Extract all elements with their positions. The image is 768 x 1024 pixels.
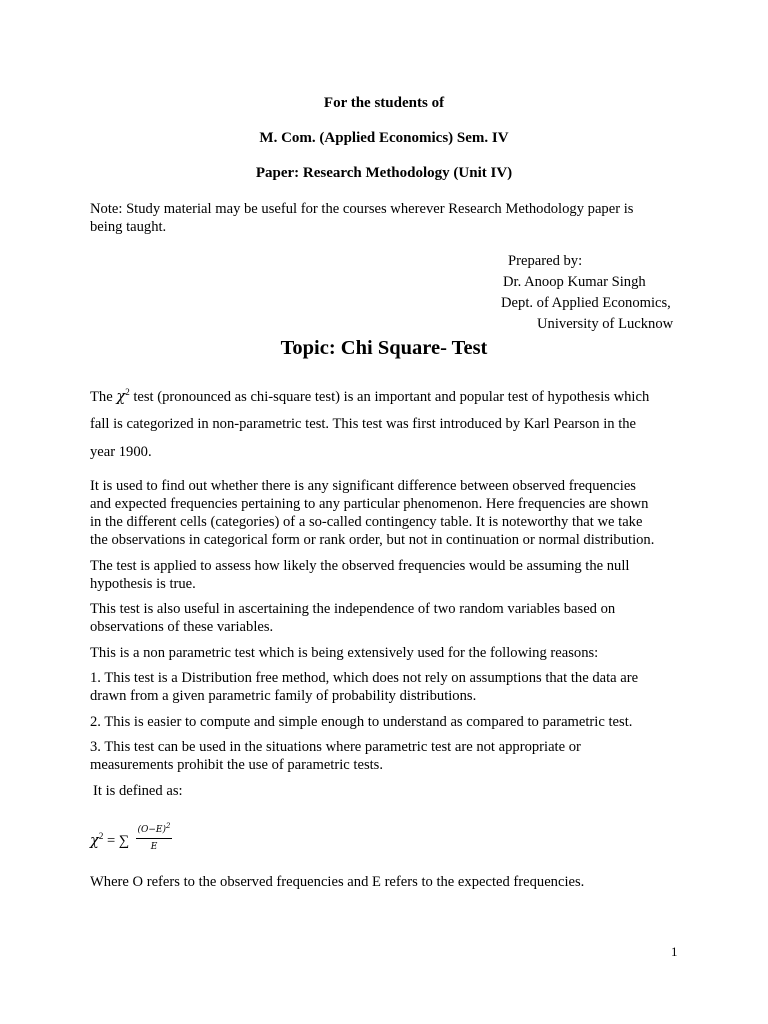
independence-paragraph — [90, 600, 690, 636]
note-line: being taught. — [90, 219, 167, 235]
paragraph-line: The test is applied to assess how likely the observed frequencies would be assuming the null — [90, 558, 630, 574]
paragraph-line: This test is also useful in ascertaining the independence of two random variables based on — [90, 601, 616, 617]
intro-line: fall is categorized in non-parametric test. This test was first introduced by Karl Pearson in the — [90, 416, 637, 433]
formula-denominator: E — [150, 842, 158, 852]
paragraph-line: hypothesis is true. — [90, 576, 196, 592]
intro-prefix: The — [90, 388, 117, 405]
reason-line: 2. This is easier to compute and simple enough to understand as compared to parametric test. — [90, 714, 633, 730]
null-hypothesis-paragraph — [90, 557, 690, 593]
header-audience: For the students of — [323, 95, 445, 111]
formula-chi-symbol: χ — [90, 831, 99, 849]
chi-symbol: χ — [116, 387, 126, 405]
header-course: M. Com. (Applied Economics) Sem. IV — [259, 130, 509, 146]
reason-line: 1. This test is a Distribution free method, which does not rely on assumptions that the data are — [90, 670, 639, 686]
note-paragraph — [90, 200, 690, 236]
reason-2 — [90, 713, 690, 731]
purpose-line: It is used to find out whether there is any significant difference between observed frequencies — [90, 478, 636, 494]
formula-explanation — [90, 873, 690, 891]
numerator-superscript: 2 — [166, 822, 171, 830]
reason-line: 3. This test can be used in the situations where parametric test are not appropriate or — [90, 739, 581, 755]
reason-3 — [90, 738, 690, 774]
reason-line: measurements prohibit the use of parametric tests. — [90, 757, 384, 773]
reasons-intro — [90, 644, 690, 662]
formula-numerator — [134, 820, 174, 838]
author-department: Dept. of Applied Economics, — [501, 295, 671, 311]
paragraph-line: observations of these variables. — [90, 619, 274, 635]
header-paper: Paper: Research Methodology (Unit IV) — [255, 165, 513, 181]
page-number: 1 — [671, 944, 678, 959]
purpose-paragraph — [90, 477, 690, 549]
chi-superscript: 2 — [125, 387, 130, 397]
numerator-text: (O−E) — [137, 825, 167, 835]
purpose-line: in the different cells (categories) of a so-called contingency table. It is noteworthy that we take — [90, 514, 643, 530]
prepared-by-label: Prepared by: — [508, 253, 583, 269]
definition-label — [93, 782, 693, 800]
intro-line — [90, 379, 690, 411]
purpose-line: and expected frequencies pertaining to any particular phenomenon. Here frequencies are shown — [90, 496, 649, 512]
paragraph-line: Where O refers to the observed frequencies and E refers to the expected frequencies. — [90, 874, 585, 890]
reason-line: drawn from a given parametric family of probability distributions. — [90, 688, 477, 704]
purpose-line: the observations in categorical form or rank order, but not in continuation or normal distribution. — [90, 532, 655, 548]
author-university: University of Lucknow — [537, 316, 674, 332]
paragraph-line: This is a non parametric test which is being extensively used for the following reasons: — [90, 645, 599, 661]
paragraph-line: It is defined as: — [93, 783, 183, 799]
topic-heading: Topic: Chi Square- Test — [280, 337, 488, 359]
reason-1 — [90, 669, 690, 705]
intro-line-rest: test (pronounced as chi-square test) is an important and popular test of hypothesis which — [129, 388, 650, 405]
formula-chi-superscript: 2 — [98, 831, 104, 841]
formula-lhs — [90, 831, 129, 850]
author-name: Dr. Anoop Kumar Singh — [503, 274, 646, 290]
intro-paragraph — [90, 379, 690, 466]
formula-fraction — [134, 820, 174, 853]
note-line: Note: Study material may be useful for the courses wherever Research Methodology paper is — [90, 201, 634, 217]
formula-equals-sum: = ∑ — [103, 832, 130, 849]
intro-line: year 1900. — [90, 443, 152, 460]
